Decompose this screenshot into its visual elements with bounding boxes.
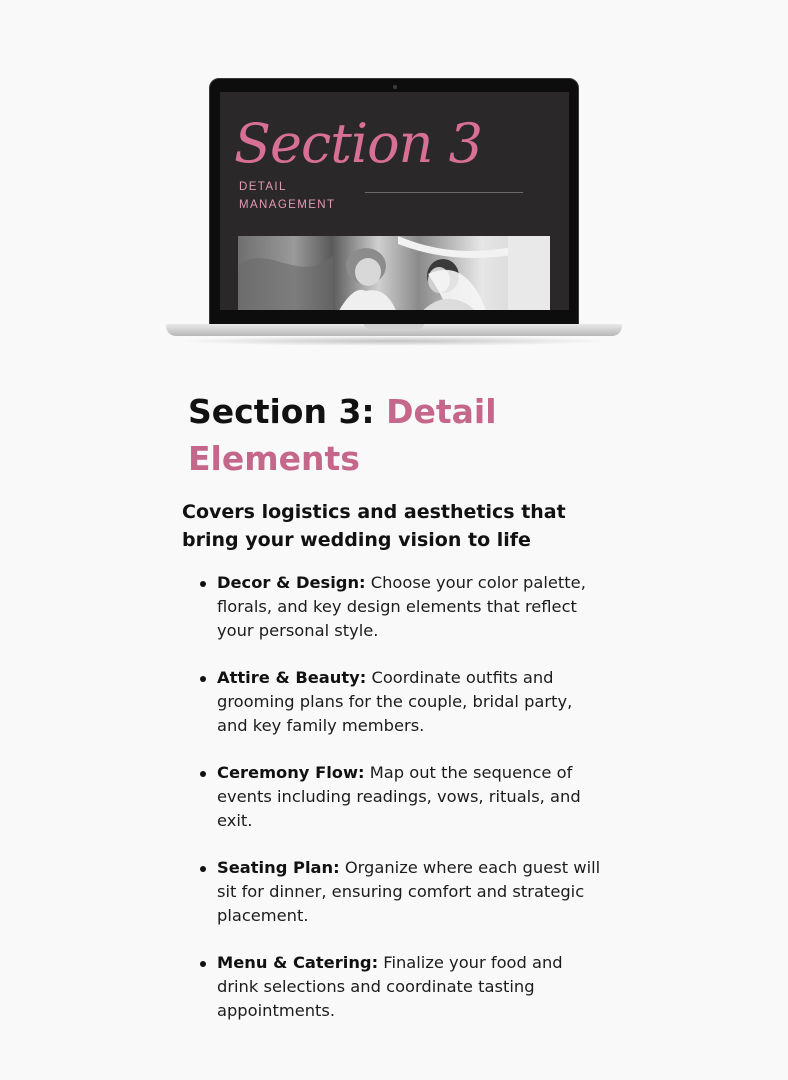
screen-subtitle-line2: MANAGEMENT — [239, 199, 336, 211]
detail-list — [200, 571, 602, 1046]
bullet-icon — [200, 581, 206, 587]
title-accent: Detail Elements — [188, 392, 497, 478]
photo-figures — [238, 236, 550, 310]
bullet-icon — [200, 961, 206, 967]
laptop-shadow — [176, 336, 612, 346]
wedding-photo — [238, 236, 550, 310]
page-subtitle: Covers logistics and aesthetics that bring your wedding vision to life — [182, 501, 566, 551]
item-text: Coordinate outfits and grooming plans for the couple, bridal party, and key family members. — [217, 668, 573, 735]
screen-subtitle — [239, 178, 379, 214]
list-item — [200, 666, 602, 738]
item-text: Organize where each guest will sit for dinner, ensuring comfort and strategic placement. — [217, 858, 601, 925]
page-title — [188, 388, 608, 482]
screen-script-title: Section 3 — [234, 112, 482, 175]
title-prefix: Section 3: — [188, 392, 387, 431]
list-item — [200, 951, 602, 1023]
laptop-mockup — [166, 78, 622, 350]
item-term: Ceremony Flow: — [217, 763, 365, 782]
item-term: Menu & Catering: — [217, 953, 379, 972]
bullet-icon — [200, 676, 206, 682]
item-term: Decor & Design: — [217, 573, 366, 592]
list-item — [200, 761, 602, 833]
bullet-icon — [200, 771, 206, 777]
laptop-screen — [220, 92, 569, 310]
item-text: Map out the sequence of events including readings, vows, rituals, and exit. — [217, 763, 581, 830]
list-item — [200, 856, 602, 928]
laptop-notch — [364, 324, 424, 329]
camera-dot — [393, 85, 397, 89]
item-term: Attire & Beauty: — [217, 668, 367, 687]
screen-divider — [365, 192, 523, 193]
bullet-icon — [200, 866, 206, 872]
item-text: Finalize your food and drink selections and coordinate tasting appointments. — [217, 953, 563, 1020]
item-term: Seating Plan: — [217, 858, 340, 877]
item-text: Choose your color palette, florals, and key design elements that reflect your personal style. — [217, 573, 586, 640]
laptop-lid — [209, 78, 579, 326]
list-item — [200, 571, 602, 643]
screen-subtitle-line1: DETAIL — [239, 181, 287, 193]
